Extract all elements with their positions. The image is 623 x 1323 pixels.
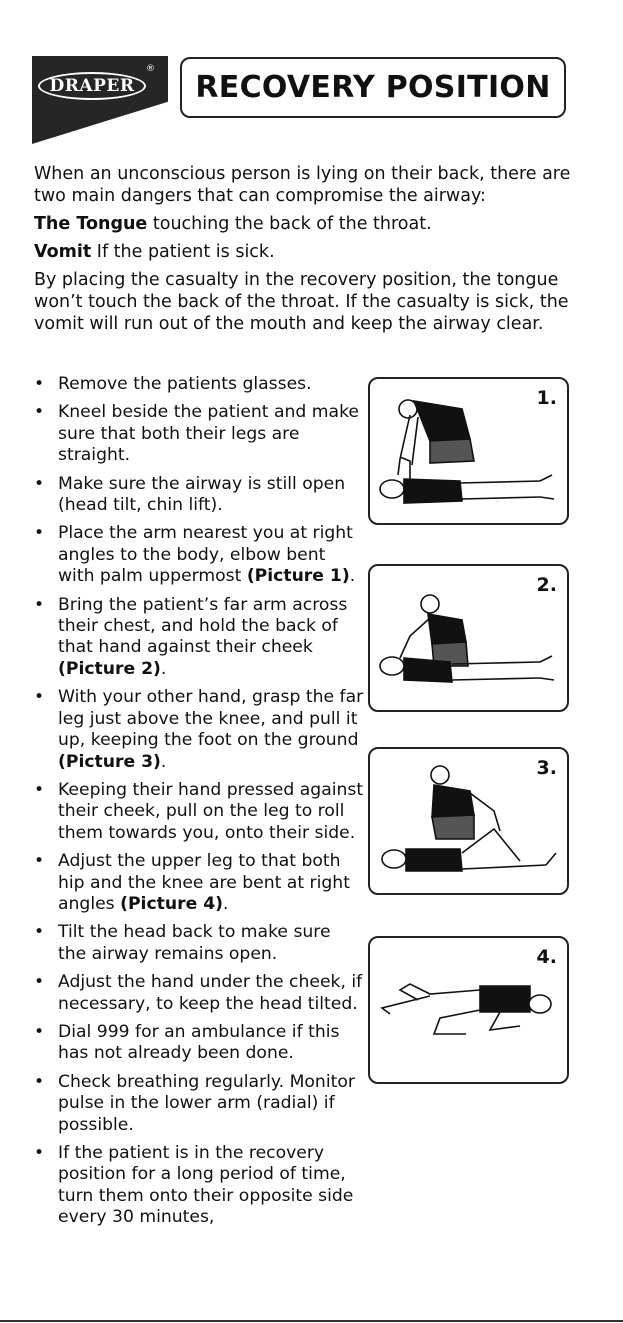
registered-mark: ®: [146, 64, 155, 74]
title-box: [180, 57, 566, 118]
picture-number: 2.: [536, 574, 557, 596]
picture-number: 1.: [536, 387, 557, 409]
draper-logo-oval: [38, 72, 146, 100]
picture-3: [368, 747, 569, 895]
list-item: • Remove the patients glasses.: [34, 374, 364, 395]
brand-name: DRAPER: [49, 76, 135, 96]
danger-tongue: [34, 213, 594, 235]
list-item: • Kneel beside the patient and make sure that both their legs are straight.: [34, 402, 364, 466]
list-item: • Keeping their hand pressed against their cheek, pull on the leg to roll them towards you, onto their side.: [34, 780, 364, 844]
page-title: RECOVERY POSITION: [195, 70, 551, 105]
list-item: • Check breathing regularly. Monitor pulse in the lower arm (radial) if possible.: [34, 1072, 364, 1136]
list-item: • If the patient is in the recovery position for a long period of time, turn them onto their opposite side every 30 minutes,: [34, 1143, 364, 1229]
danger-tongue-text: touching the back of the throat.: [147, 214, 432, 234]
picture-number: 4.: [536, 946, 557, 968]
picture-1: [368, 377, 569, 525]
danger-vomit: [34, 241, 594, 263]
steps-list: [34, 374, 364, 1236]
list-item: • Make sure the airway is still open (head tilt, chin lift).: [34, 474, 364, 517]
picture-2: [368, 564, 569, 712]
list-item: • Dial 999 for an ambulance if this has not already been done.: [34, 1022, 364, 1065]
intro-paragraph: When an unconscious person is lying on their back, there are two main dangers that can compromise the airway:: [34, 164, 571, 206]
list-item: • Place the arm nearest you at right angles to the body, elbow bent with palm uppermost (Picture 1).: [34, 523, 364, 587]
list-item: • Adjust the upper leg to that both hip and the knee are bent at right angles (Picture 4).: [34, 851, 364, 915]
danger-vomit-label: Vomit: [34, 242, 92, 262]
page-bottom-rule: [0, 1320, 623, 1322]
intro-explanation: By placing the casualty in the recovery position, the tongue won’t touch the back of the throat. If the casualty is sick, the vomit will run out of the mouth and keep the airway clear.: [34, 270, 569, 334]
picture-4: [368, 936, 569, 1084]
list-item: • Adjust the hand under the cheek, if necessary, to keep the head tilted.: [34, 972, 364, 1015]
danger-vomit-text: If the patient is sick.: [91, 242, 275, 262]
list-item: • With your other hand, grasp the far leg just above the knee, and pull it up, keeping the foot on the ground (Picture 3).: [34, 687, 364, 773]
list-item: • Bring the patient’s far arm across their chest, and hold the back of that hand against their cheek (Picture 2).: [34, 595, 364, 681]
list-item: • Tilt the head back to make sure the airway remains open.: [34, 922, 364, 965]
intro-section: [34, 163, 594, 341]
picture-number: 3.: [536, 757, 557, 779]
danger-tongue-label: The Tongue: [34, 214, 148, 234]
